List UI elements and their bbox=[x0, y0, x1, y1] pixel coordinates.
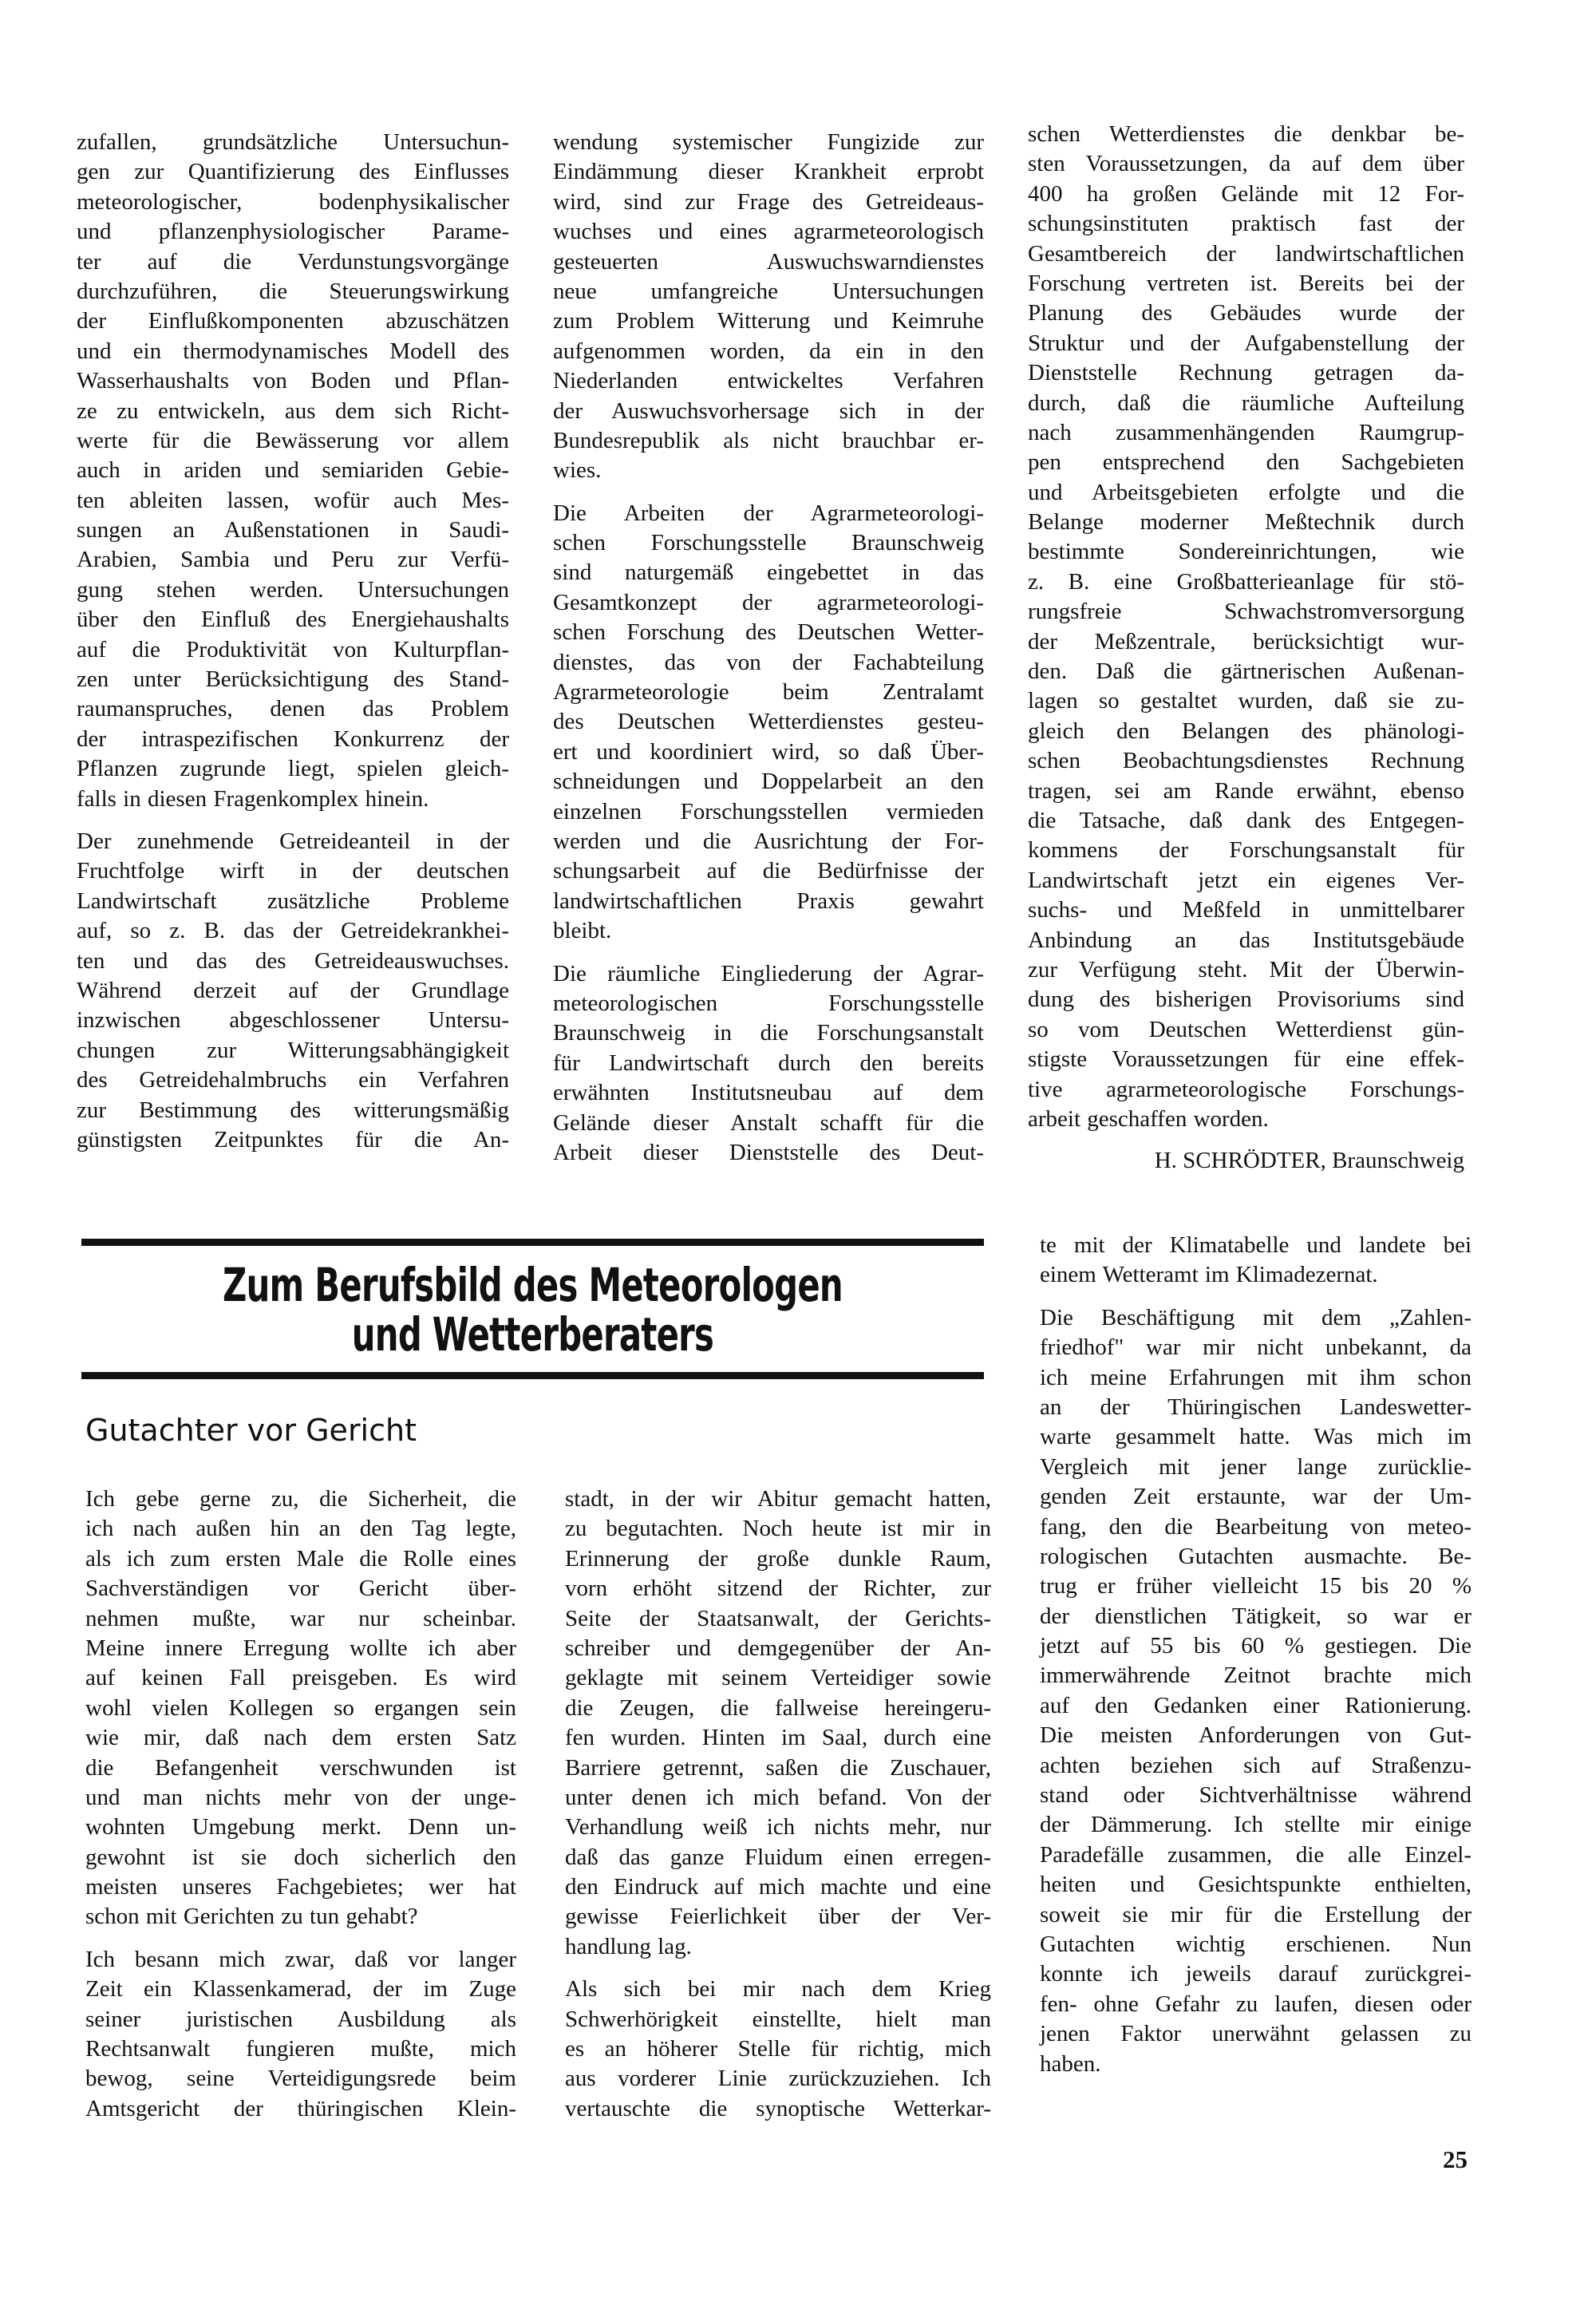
text-line: Ich gebe gerne zu, die Sicherheit, die bbox=[85, 1486, 516, 1512]
text-line: wird, sind zur Frage des Getreideaus- bbox=[553, 188, 984, 215]
text-line: vorn erhöht sitzend der Richter, zur bbox=[565, 1576, 991, 1602]
text-line: so vom Deutschen Wetterdienst gün- bbox=[1028, 1016, 1464, 1042]
text-line: gen zur Quantifizierung des Einflusses bbox=[77, 159, 509, 185]
text-line: bewog, seine Verteidigungsrede beim bbox=[85, 2066, 516, 2092]
text-line: schungsinstituten praktisch fast der bbox=[1028, 211, 1464, 237]
text-line: aufgenommen worden, da ein in den bbox=[553, 338, 984, 364]
text-line: geklagte mit seinem Verteidiger sowie bbox=[565, 1665, 991, 1691]
text-line: sungen an Außenstationen in Saudi- bbox=[77, 517, 509, 544]
text-line: Als sich bei mir nach dem Krieg bbox=[565, 1976, 991, 2003]
text-line: und Arbeitsgebieten erfolgte und die bbox=[1028, 479, 1464, 505]
text-line: fen wurden. Hinten im Saal, durch eine bbox=[565, 1725, 991, 1751]
text-line: Planung des Gebäudes wurde der bbox=[1028, 300, 1464, 326]
text-line: wie mir, daß nach dem ersten Satz bbox=[85, 1725, 516, 1751]
text-line: schon mit Gerichten zu tun gehabt? bbox=[85, 1904, 418, 1930]
text-line: Niederlanden entwickeltes Verfahren bbox=[553, 368, 984, 394]
text-line: Forschung vertreten ist. Bereits bei der bbox=[1028, 270, 1464, 296]
text-line: der Dämmerung. Ich stellte mir einige bbox=[1040, 1812, 1472, 1838]
text-line: auch in ariden und semiariden Gebie- bbox=[77, 457, 509, 484]
text-line: tive agrarmeteorologische Forschungs- bbox=[1028, 1076, 1464, 1102]
text-line: konnte ich jeweils darauf zurückgrei- bbox=[1040, 1961, 1472, 1987]
article-subtitle: Gutachter vor Gericht bbox=[85, 1413, 417, 1448]
paragraph bbox=[77, 128, 509, 814]
text-line: den Eindruck auf mich machte und eine bbox=[565, 1874, 991, 1900]
text-line: Belange moderner Meßtechnik durch bbox=[1028, 509, 1464, 536]
text-line: zur Verfügung steht. Mit der Überwin- bbox=[1028, 956, 1464, 983]
text-line: ze zu entwickeln, aus dem sich Richt- bbox=[77, 397, 509, 424]
text-line: dung des bisherigen Provisoriums sind bbox=[1028, 986, 1464, 1013]
text-line: Ich besann mich zwar, daß vor langer bbox=[85, 1946, 516, 1972]
article-column-3 bbox=[1040, 1231, 1472, 2092]
text-line: erwähnten Institutsneubau auf dem bbox=[553, 1080, 984, 1106]
text-line: durchzuführen, die Steuerungswirkung bbox=[77, 278, 509, 304]
text-line: wohnten Umgebung merkt. Denn un- bbox=[85, 1814, 516, 1841]
text-line: jenen Faktor unerwähnt gelassen zu bbox=[1040, 2021, 1472, 2047]
text-line: wendung systemischer Fungizide zur bbox=[553, 129, 984, 155]
text-line: immerwährende Zeitnot brachte mich bbox=[1040, 1663, 1472, 1689]
top-column-3 bbox=[1028, 120, 1464, 1147]
text-line: und pflanzenphysiologischer Parame- bbox=[77, 219, 509, 245]
text-line: meisten unseres Fachgebietes; wer hat bbox=[85, 1874, 516, 1900]
text-line: Wasserhaushalts von Boden und Pflan- bbox=[77, 368, 509, 394]
text-line: Vergleich mit jener lange zurücklie- bbox=[1040, 1453, 1472, 1480]
text-line: schneidungen und Doppelarbeit an den bbox=[553, 769, 984, 795]
text-line: ter auf die Verdunstungsvorgänge bbox=[77, 248, 509, 275]
text-line: die Zeugen, die fallweise hereingeru- bbox=[565, 1694, 991, 1721]
text-line: inzwischen abgeschlossener Untersu- bbox=[77, 1007, 509, 1034]
paragraph bbox=[553, 959, 984, 1168]
text-line: werte für die Bewässerung vor allem bbox=[77, 427, 509, 453]
text-line: Paradefälle zusammen, die alle Einzel- bbox=[1040, 1841, 1472, 1868]
text-line: zen unter Berücksichtigung des Stand- bbox=[77, 666, 509, 693]
text-line: Seite der Staatsanwalt, der Gerichts- bbox=[565, 1605, 991, 1631]
text-line: trug er früher vielleicht 15 bis 20 % bbox=[1040, 1573, 1472, 1599]
text-line: günstigsten Zeitpunktes für die An- bbox=[77, 1126, 509, 1153]
heading-top-rule bbox=[81, 1239, 984, 1246]
text-line: nach zusammenhängenden Raumgrup- bbox=[1028, 419, 1464, 445]
text-line: an der Thüringischen Landeswetter- bbox=[1040, 1394, 1472, 1420]
text-line: warte gesammelt hatte. Was mich im bbox=[1040, 1424, 1472, 1450]
text-line: Verhandlung weiß ich nichts mehr, nur bbox=[565, 1814, 991, 1841]
text-line: pen entsprechend den Sachgebieten bbox=[1028, 449, 1464, 476]
text-line: und man nichts mehr von der unge- bbox=[85, 1784, 516, 1810]
text-line: Anbindung an das Institutsgebäude bbox=[1028, 927, 1464, 953]
text-line: schreiber und demgegenüber der An- bbox=[565, 1635, 991, 1661]
text-line: handlung lag. bbox=[565, 1933, 692, 1959]
paragraph bbox=[553, 128, 984, 486]
top-column-1 bbox=[77, 128, 509, 1168]
text-line: friedhof" war mir nicht unbekannt, da bbox=[1040, 1334, 1472, 1361]
text-line: auf die Produktivität von Kulturpflan- bbox=[77, 636, 509, 662]
text-line: haben. bbox=[1040, 2050, 1101, 2077]
text-line: Sachverständigen vor Gericht über- bbox=[85, 1576, 516, 1602]
text-line: Die räumliche Eingliederung der Agrar- bbox=[553, 960, 984, 986]
text-line: zufallen, grundsätzliche Untersuchun- bbox=[77, 129, 509, 155]
text-line: des Deutschen Wetterdienstes gesteu- bbox=[553, 709, 984, 735]
text-line: als ich zum ersten Male die Rolle eines bbox=[85, 1545, 516, 1572]
text-line: achten beziehen sich auf Straßenzu- bbox=[1040, 1752, 1472, 1778]
text-line: Pflanzen zugrunde liegt, spielen gleich- bbox=[77, 756, 509, 782]
text-line: suchs- und Meßfeld in unmittelbarer bbox=[1028, 897, 1464, 923]
text-line: aus vorderer Linie zurückzuziehen. Ich bbox=[565, 2066, 991, 2092]
text-line: werden und die Ausrichtung der For- bbox=[553, 828, 984, 854]
text-line: stand oder Sichtverhältnisse während bbox=[1040, 1782, 1472, 1809]
paragraph bbox=[565, 1485, 991, 1962]
text-line: Arabien, Sambia und Peru zur Verfü- bbox=[77, 547, 509, 573]
text-line: raumanspruches, denen das Problem bbox=[77, 696, 509, 722]
text-line: stigste Voraussetzungen für eine effek- bbox=[1028, 1046, 1464, 1073]
paragraph bbox=[1028, 120, 1464, 1134]
text-line: fang, den die Bearbeitung von meteo- bbox=[1040, 1513, 1472, 1540]
text-line: rologischen Gutachten ausmachte. Be- bbox=[1040, 1543, 1472, 1569]
text-line: ich meine Erfahrungen mit ihm schon bbox=[1040, 1364, 1472, 1390]
text-line: Der zunehmende Getreideanteil in der bbox=[77, 828, 509, 854]
text-line: zu begutachten. Noch heute ist mir in bbox=[565, 1516, 991, 1542]
text-line: gung stehen werden. Untersuchungen bbox=[77, 576, 509, 603]
text-line: Gutachten wichtig erschienen. Nun bbox=[1040, 1931, 1472, 1957]
article-column-1 bbox=[85, 1485, 516, 2137]
text-line: es an höherer Stelle für richtig, mich bbox=[565, 2036, 991, 2062]
text-line: Landwirtschaft zusätzliche Probleme bbox=[77, 888, 509, 914]
paragraph bbox=[85, 1485, 516, 1932]
top-column-2 bbox=[553, 128, 984, 1180]
text-line: sind naturgemäß eingebettet in das bbox=[553, 559, 984, 586]
text-line: schungsarbeit auf die Bedürfnisse der bbox=[553, 858, 984, 884]
author-signature: H. SCHRÖDTER, Braunschweig bbox=[1154, 1148, 1464, 1173]
text-line: auf, so z. B. das der Getreidekrankhei- bbox=[77, 918, 509, 944]
text-line: meteorologischen Forschungsstelle bbox=[553, 990, 984, 1016]
text-line: Erinnerung der große dunkle Raum, bbox=[565, 1545, 991, 1572]
text-line: daß das ganze Fluidum einen erregen- bbox=[565, 1844, 991, 1870]
article-column-2 bbox=[565, 1485, 991, 2137]
text-line: seiner juristischen Ausbildung als bbox=[85, 2006, 516, 2032]
paragraph bbox=[1040, 1231, 1472, 1291]
text-line: Rechtsanwalt fungieren mußte, mich bbox=[85, 2036, 516, 2062]
text-line: der Einflußkomponenten abzuschätzen bbox=[77, 308, 509, 334]
paragraph bbox=[553, 499, 984, 947]
text-line: Bundesrepublik als nicht brauchbar er- bbox=[553, 427, 984, 453]
text-line: Während derzeit auf der Grundlage bbox=[77, 977, 509, 1003]
text-line: der intraspezifischen Konkurrenz der bbox=[77, 726, 509, 752]
paragraph bbox=[565, 1975, 991, 2124]
text-line: Die Beschäftigung mit dem „Zahlen- bbox=[1040, 1304, 1472, 1330]
text-line: der Auswuchsvorhersage sich in der bbox=[553, 397, 984, 424]
text-line: Barriere getrennt, saßen die Zuschauer, bbox=[565, 1754, 991, 1781]
text-line: gewisse Feierlichkeit über der Ver- bbox=[565, 1904, 991, 1930]
text-line: für Landwirtschaft durch den bereits bbox=[553, 1050, 984, 1076]
text-line: des Getreidehalmbruchs ein Verfahren bbox=[77, 1067, 509, 1093]
text-line: neue umfangreiche Untersuchungen bbox=[553, 278, 984, 304]
text-line: dienstes, das von der Fachabteilung bbox=[553, 649, 984, 675]
text-line: nehmen mußte, war nur scheinbar. bbox=[85, 1605, 516, 1631]
text-line: Gelände dieser Anstalt schafft für die bbox=[553, 1109, 984, 1136]
text-line: den. Daß die gärtnerischen Außenan- bbox=[1028, 658, 1464, 685]
text-line: gewohnt ist sie doch sicherlich den bbox=[85, 1844, 516, 1870]
text-line: genden Zeit erstaunte, war der Um- bbox=[1040, 1484, 1472, 1510]
text-line: einem Wetteramt im Klimadezernat. bbox=[1040, 1262, 1378, 1288]
text-line: 400 ha großen Gelände mit 12 For- bbox=[1028, 180, 1464, 207]
text-line: Die meisten Anforderungen von Gut- bbox=[1040, 1722, 1472, 1749]
text-line: unter denen ich mich befand. Von der bbox=[565, 1784, 991, 1810]
text-line: Amtsgericht der thüringischen Klein- bbox=[85, 2095, 516, 2121]
text-line: tragen, sei am Rande erwähnt, ebenso bbox=[1028, 777, 1464, 804]
text-line: schen Wetterdienstes die denkbar be- bbox=[1028, 121, 1464, 147]
paragraph bbox=[1040, 1303, 1472, 2079]
text-line: der Meßzentrale, berücksichtigt wur- bbox=[1028, 628, 1464, 654]
text-line: Fruchtfolge wirft in der deutschen bbox=[77, 858, 509, 884]
text-line: über den Einfluß des Energiehaushalts bbox=[77, 607, 509, 633]
text-line: gleich den Belangen des phänologi- bbox=[1028, 718, 1464, 744]
page-number: 25 bbox=[1443, 2145, 1468, 2173]
text-line: te mit der Klimatabelle und landete bei bbox=[1040, 1232, 1472, 1258]
text-line: heiten und Gesichtspunkte enthielten, bbox=[1040, 1872, 1472, 1898]
text-line: ich nach außen hin an den Tag legte, bbox=[85, 1516, 516, 1542]
text-line: auf den Gedanken einer Rationierung. bbox=[1040, 1692, 1472, 1718]
text-line: Dienststelle Rechnung getragen da- bbox=[1028, 360, 1464, 386]
text-line: landwirtschaftlichen Praxis gewahrt bbox=[553, 888, 984, 914]
text-line: fen- ohne Gefahr zu laufen, diesen oder bbox=[1040, 1991, 1472, 2017]
text-line: zur Bestimmung des witterungsmäßig bbox=[77, 1097, 509, 1123]
text-line: jetzt auf 55 bis 60 % gestiegen. Die bbox=[1040, 1633, 1472, 1659]
text-line: bestimmte Sondereinrichtungen, wie bbox=[1028, 539, 1464, 565]
text-line: zum Problem Witterung und Keimruhe bbox=[553, 308, 984, 334]
text-line: ten und das des Getreideauswuchses. bbox=[77, 947, 509, 974]
text-line: kommens der Forschungsanstalt für bbox=[1028, 837, 1464, 864]
text-line: und ein thermodynamisches Modell des bbox=[77, 338, 509, 364]
text-line: arbeit geschaffen worden. bbox=[1028, 1105, 1269, 1132]
text-line: sten Voraussetzungen, da auf dem über bbox=[1028, 151, 1464, 177]
text-line: auf keinen Fall preisgeben. Es wird bbox=[85, 1665, 516, 1691]
article-title-line-2: und Wetterberaters bbox=[351, 1307, 714, 1362]
text-line: Agrarmeteorologie beim Zentralamt bbox=[553, 679, 984, 706]
text-line: vertauschte die synoptische Wetterkar- bbox=[565, 2095, 991, 2121]
heading-bottom-rule bbox=[81, 1372, 984, 1379]
text-line: Eindämmung dieser Krankheit erprobt bbox=[553, 159, 984, 185]
text-line: schen Forschungsstelle Braunschweig bbox=[553, 530, 984, 556]
text-line: Struktur und der Aufgabenstellung der bbox=[1028, 330, 1464, 356]
text-line: Gesamtbereich der landwirtschaftlichen bbox=[1028, 240, 1464, 267]
text-line: bleibt. bbox=[553, 918, 612, 944]
text-line: wies. bbox=[553, 457, 602, 484]
text-line: rungsfreie Schwachstromversorgung bbox=[1028, 599, 1464, 625]
text-line: Braunschweig in die Forschungsanstalt bbox=[553, 1020, 984, 1046]
text-line: Arbeit dieser Dienststelle des Deut- bbox=[553, 1139, 984, 1165]
text-line: lagen so gestaltet wurden, daß sie zu- bbox=[1028, 688, 1464, 714]
paragraph bbox=[77, 827, 509, 1155]
text-line: die Befangenheit verschwunden ist bbox=[85, 1754, 516, 1781]
text-line: schen Forschung des Deutschen Wetter- bbox=[553, 619, 984, 646]
paragraph bbox=[85, 1945, 516, 2124]
text-line: Gesamtkonzept der agrarmeteorologi- bbox=[553, 589, 984, 615]
text-line: der dienstlichen Tätigkeit, so war er bbox=[1040, 1603, 1472, 1629]
text-line: ert und koordiniert wird, so daß Über- bbox=[553, 738, 984, 765]
text-line: chungen zur Witterungsabhängigkeit bbox=[77, 1037, 509, 1063]
text-line: gesteuerten Auswuchswarndienstes bbox=[553, 248, 984, 275]
text-line: ten ableiten lassen, wofür auch Mes- bbox=[77, 487, 509, 513]
text-line: stadt, in der wir Abitur gemacht hatten, bbox=[565, 1486, 991, 1512]
text-line: wohl vielen Kollegen so ergangen sein bbox=[85, 1694, 516, 1721]
text-line: Meine innere Erregung wollte ich aber bbox=[85, 1635, 516, 1661]
text-line: Schwerhörigkeit einstellte, hielt man bbox=[565, 2006, 991, 2032]
text-line: wuchses und eines agrarmeteorologisch bbox=[553, 219, 984, 245]
article-title-line-1: Zum Berufsbild des Meteorologen bbox=[223, 1258, 843, 1312]
text-line: die Tatsache, daß dank des Entgegen- bbox=[1028, 807, 1464, 833]
text-line: Zeit ein Klassenkamerad, der im Zuge bbox=[85, 1976, 516, 2003]
text-line: schen Beobachtungsdienstes Rechnung bbox=[1028, 748, 1464, 774]
text-line: Landwirtschaft jetzt ein eigenes Ver- bbox=[1028, 867, 1464, 893]
text-line: durch, daß die räumliche Aufteilung bbox=[1028, 389, 1464, 416]
text-line: soweit sie mir für die Erstellung der bbox=[1040, 1901, 1472, 1928]
text-line: z. B. eine Großbatterieanlage für stö- bbox=[1028, 568, 1464, 595]
text-line: falls in diesen Fragenkomplex hinein. bbox=[77, 785, 429, 812]
text-line: meteorologischer, bodenphysikalischer bbox=[77, 188, 509, 215]
text-line: Die Arbeiten der Agrarmeteorologi- bbox=[553, 500, 984, 526]
text-line: einzelnen Forschungsstellen vermieden bbox=[553, 798, 984, 824]
